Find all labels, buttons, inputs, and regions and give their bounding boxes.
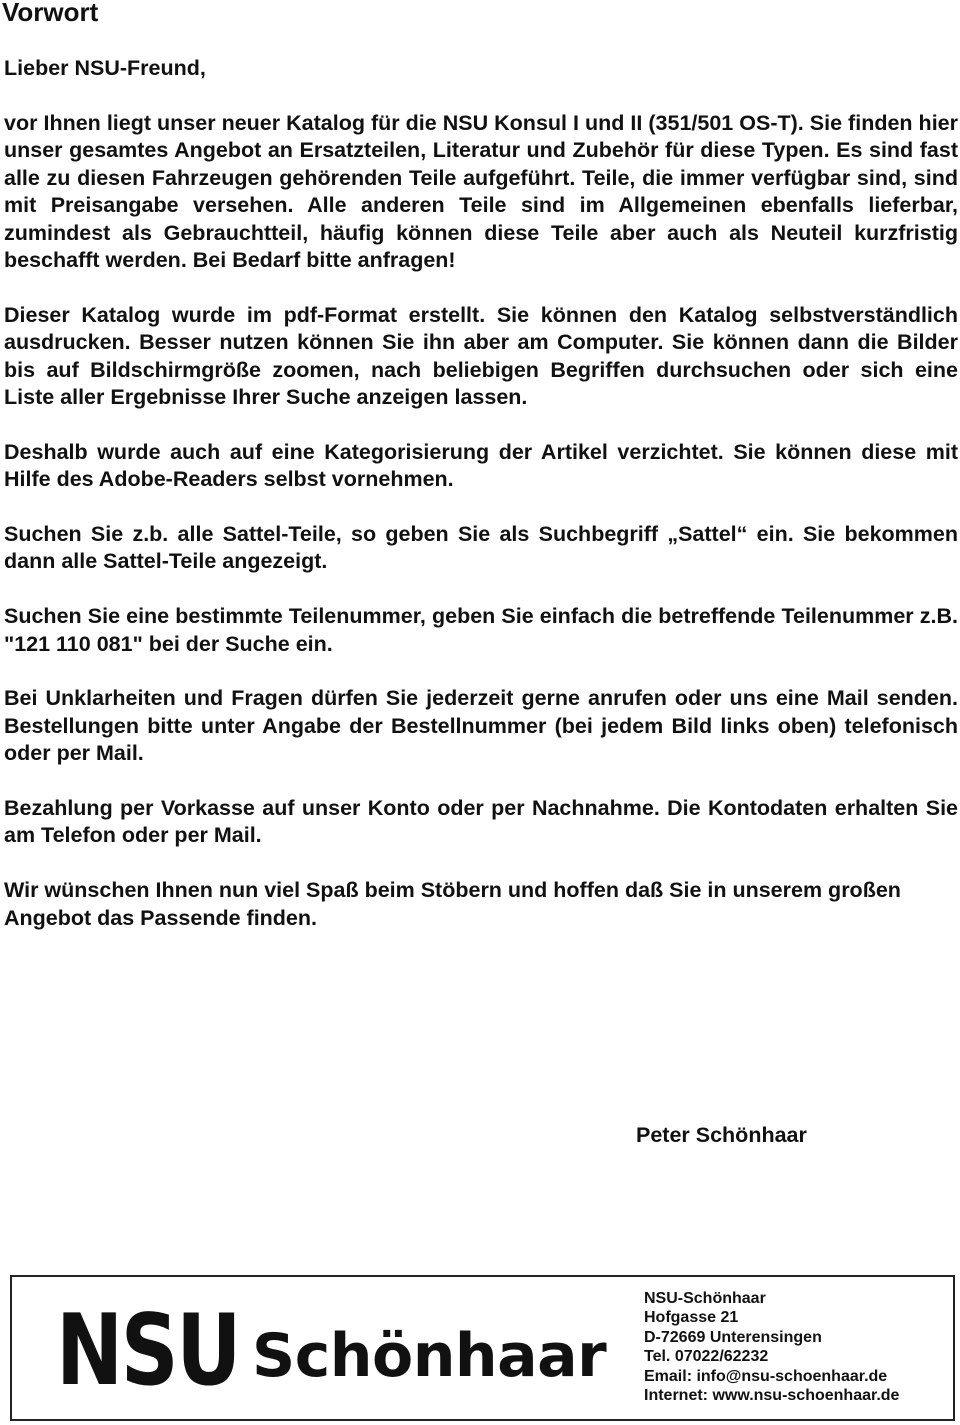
paragraph-closing: Wir wünschen Ihnen nun viel Spaß beim Stöbern und hoffen daß Sie in unserem großen Angebot das Passende finden. [4,878,901,930]
contact-block [644,1289,899,1405]
paragraph-contact: Bei Unklarheiten und Fragen dürfen Sie jederzeit gerne anrufen oder uns eine Mail senden. Bestellungen bitte unter Angabe der Bestellnummer (bei jedem Bild links oben) telefonisch oder per Mail. [4,686,958,766]
signature: Peter Schönhaar [636,1123,807,1147]
paragraph-payment: Bezahlung per Vorkasse auf unser Konto oder per Nachnahme. Die Kontodaten erhalten Sie am Telefon oder per Mail. [4,796,958,848]
contact-company: NSU-Schönhaar [644,1290,766,1307]
logo-name-text: Schönhaar [252,1321,607,1391]
greeting: Lieber NSU-Freund, [4,56,206,80]
paragraph-search-example: Suchen Sie z.b. alle Sattel-Teile, so geben Sie als Suchbegriff „Sattel“ ein. Sie bekommen dann alle Sattel-Teile angezeigt. [4,522,958,574]
logo-nsu-text: NSU [56,1294,240,1408]
contact-city: D-72669 Unterensingen [644,1328,822,1346]
footer-banner [10,1275,955,1421]
company-logo [52,1294,632,1408]
contact-phone: Tel. 07022/62232 [644,1348,769,1366]
paragraph-categorization: Deshalb wurde auch auf eine Kategorisierung der Artikel verzichtet. Sie können diese mit Hilfe des Adobe-Readers selbst vornehmen. [4,439,958,492]
paragraph-pdf-format: Dieser Katalog wurde im pdf-Format erstellt. Sie können den Katalog selbstverständlich ausdrucken. Besser nutzen können Sie ihn aber am Computer. Sie können dann die Bilder bis auf Bildschirmgröße zoomen, nach beliebigen Begriffen durchsuchen oder sich eine Liste aller Ergebnisse Ihrer Suche anzeigen lassen. [4,302,958,410]
body-text [4,110,958,959]
page-title: Vorwort [2,0,99,27]
contact-street: Hofgasse 21 [644,1309,739,1327]
contact-email: Email: info@nsu-schoenhaar.de [644,1367,888,1385]
paragraph-part-number: Suchen Sie eine bestimmte Teilenummer, geben Sie einfach die betreffende Teilenummer z.B. "121 110 081" bei der Suche ein. [4,604,958,656]
paragraph-intro: vor Ihnen liegt unser neuer Katalog für die NSU Konsul I und II (351/501 OS-T). Sie finden hier unser gesamtes Angebot an Ersatzteilen, Literatur und Zubehör für diese Typen. Es sind fast alle zu diesen Fahrzeugen gehörenden Teile aufgeführt. Teile, die immer verfügbar sind, sind mit Preisangabe versehen. Alle anderen Teile sind im Allgemeinen ebenfalls lieferbar, zumindest als Gebrauchtteil, häufig können diese Teile aber auch als Neuteil kurzfristig beschafft werden. Bei Bedarf bitte anfragen! [4,111,958,273]
contact-internet: Internet: www.nsu-schoenhaar.de [644,1387,900,1405]
